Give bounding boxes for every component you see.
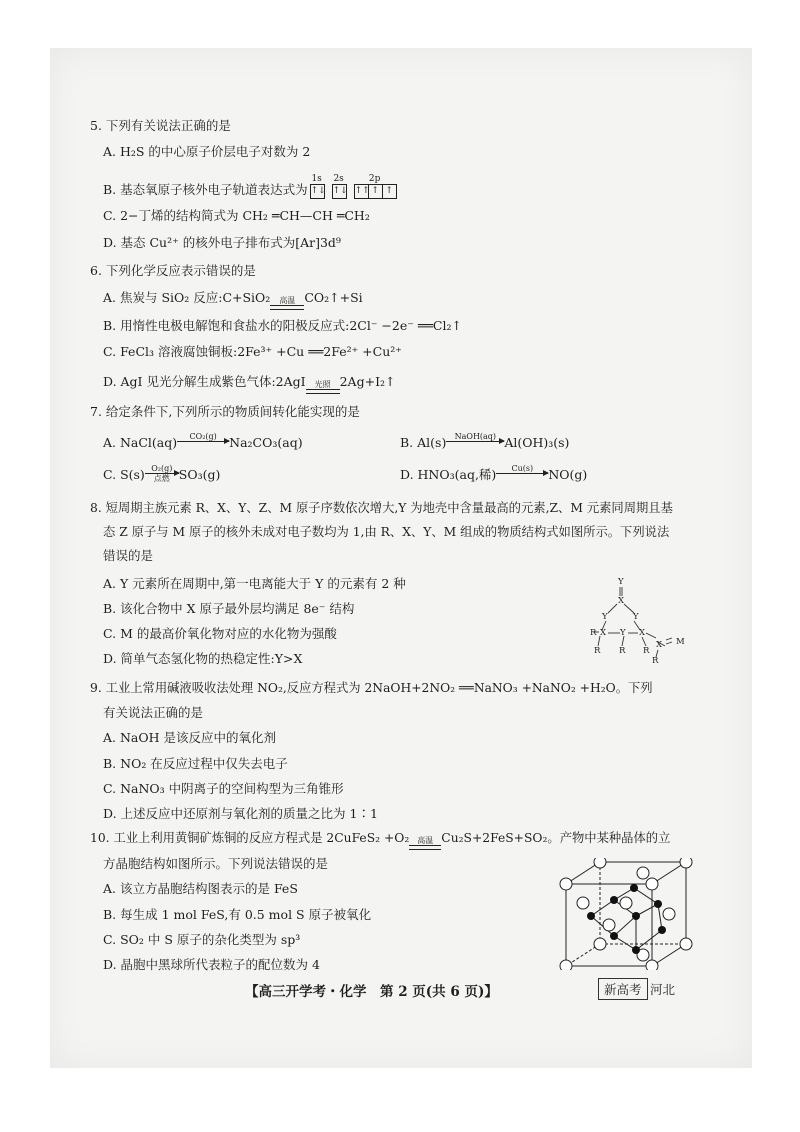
atom-m: M [676, 637, 685, 647]
q10-stem-reactants: 10. 工业上利用黄铜矿炼铜的反应方程式是 2CuFeS₂ +O₂ [90, 831, 410, 845]
q7-b-start: B. Al(s) [400, 435, 447, 450]
q6-a-products: CO₂↑+Si [304, 290, 363, 305]
orbital-label-2p: 2p [368, 173, 381, 184]
atom-y: Y [618, 577, 624, 587]
q8-stem-line3: 错误的是 [103, 548, 154, 563]
footer-badge: 新高考 [598, 978, 648, 1000]
q8-option-d: D. 简单气态氢化物的热稳定性:Y>X [103, 651, 303, 666]
q7-option-b [400, 432, 569, 451]
atom-y: Y [633, 612, 639, 622]
atom-r: R [590, 628, 597, 638]
q7-option-c [103, 464, 220, 483]
reaction-arrow [145, 464, 179, 483]
q10-stem-products: Cu₂S+2FeS+SO₂。产物中某种晶体的立 [441, 831, 671, 845]
q5-option-a: A. H₂S 的中心原子价层电子对数为 2 [103, 144, 311, 159]
q9-option-d: D. 上述反应中还原剂与氧化剂的质量之比为 1∶1 [103, 806, 378, 821]
q6-stem: 6. 下列化学反应表示错误的是 [90, 263, 256, 278]
q10-option-a: A. 该立方晶胞结构图表示的是 FeS [103, 881, 298, 896]
q7-stem: 7. 给定条件下,下列所示的物质间转化能实现的是 [90, 404, 360, 419]
atom-x: X [600, 628, 607, 638]
orbital-label-1s: 1s [311, 173, 322, 184]
q10-stem-line1 [90, 830, 670, 850]
q7-c-condition-bottom: 点燃 [153, 474, 170, 483]
page-footer-title: 【高三开学考・化学 第 2 页(共 6 页)】 [245, 984, 498, 1000]
q5-stem: 5. 下列有关说法正确的是 [90, 118, 231, 133]
q8-option-a: A. Y 元素所在周期中,第一电离能大于 Y 的元素有 2 种 [103, 576, 406, 591]
q7-b-condition: NaOH(aq) [454, 432, 497, 441]
q9-option-c: C. NaNO₃ 中阴离子的空间构型为三角锥形 [103, 781, 344, 796]
q7-b-end: Al(OH)₃(s) [504, 435, 570, 450]
q9-option-a: A. NaOH 是该反应中的氧化剂 [103, 730, 276, 745]
q7-option-a [103, 432, 303, 451]
reaction-arrow [446, 432, 504, 451]
q10-condition: 高温 [417, 836, 434, 845]
q8-stem-line1: 8. 短周期主族元素 R、X、Y、Z、M 原子序数依次增大,Y 为地壳中含量最高的元素,Z、M 元素同周期且基 [90, 501, 673, 515]
footer-region: 河北 [650, 982, 676, 997]
reaction-condition-equals [306, 380, 340, 394]
q6-d-reactants: D. AgI 见光分解生成紫色气体:2AgI [103, 374, 306, 389]
q6-option-b: B. 用惰性电极电解饱和食盐水的阳极反应式:2Cl⁻ −2e⁻ ══Cl₂↑ [103, 318, 462, 333]
q7-a-start: A. NaCl(aq) [103, 435, 178, 450]
q9-stem-line2: 有关说法正确的是 [103, 705, 204, 720]
cubic-unit-cell-diagram [556, 858, 696, 970]
q7-c-start: C. S(s) [103, 467, 145, 482]
atom-x: X [639, 628, 646, 638]
atom-y: Y [620, 628, 626, 638]
q7-d-start: D. HNO₃(aq,稀) [400, 467, 497, 482]
atom-r: R [643, 646, 650, 656]
q7-c-condition-top: O₂(g) [151, 464, 173, 473]
q9-option-b: B. NO₂ 在反应过程中仅失去电子 [103, 756, 288, 771]
q7-c-end: SO₃(g) [178, 467, 221, 482]
molecular-structure-diagram [590, 572, 700, 664]
q7-option-d [400, 464, 587, 483]
reaction-condition-equals [270, 296, 304, 310]
q10-option-d: D. 晶胞中黑球所代表粒子的配位数为 4 [103, 957, 320, 972]
q6-option-c: C. FeCl₃ 溶液腐蚀铜板:2Fe³⁺ +Cu ══2Fe²⁺ +Cu²⁺ [103, 344, 402, 359]
orbital-label-2s: 2s [333, 173, 344, 184]
q6-a-condition: 高温 [279, 296, 296, 305]
q7-a-end: Na₂CO₃(aq) [229, 435, 303, 450]
reaction-condition-equals [409, 836, 441, 850]
q5-option-c: C. 2−丁烯的结构简式为 CH₂ ═CH—CH ═CH₂ [103, 208, 370, 223]
orbital-diagram: 1s ↑↓ 2s ↑↓ 2p ↑↑ ↑ ↑ [310, 183, 400, 199]
q7-a-condition: CO₂(g) [189, 432, 217, 441]
q8-option-c: C. M 的最高价氧化物对应的水化物为强酸 [103, 626, 337, 641]
atom-r: R [652, 656, 659, 664]
q6-d-products: 2Ag+I₂↑ [339, 374, 396, 389]
q5-option-b [103, 173, 400, 199]
q6-option-a [103, 290, 363, 310]
atom-x: X [656, 640, 663, 650]
atom-y: Y [602, 612, 608, 622]
atom-r: R [619, 646, 626, 656]
q5-option-b-text: B. 基态氧原子核外电子轨道表达式为 [103, 182, 308, 197]
q10-option-c: C. SO₂ 中 S 原子的杂化类型为 sp³ [103, 932, 301, 947]
reaction-arrow [496, 464, 548, 483]
atom-r: R [594, 646, 601, 656]
q8-stem-line2: 态 Z 原子与 M 原子的核外未成对电子数均为 1,由 R、X、Y、M 组成的物质结构式如图所示。下列说法 [103, 525, 670, 539]
q6-option-d [103, 374, 396, 394]
q8-option-b: B. 该化合物中 X 原子最外层均满足 8e⁻ 结构 [103, 601, 355, 616]
q9-stem-line1: 9. 工业上常用碱液吸收法处理 NO₂,反应方程式为 2NaOH+2NO₂ ══NaNO₃ +NaNO₂ +H₂O。下列 [90, 681, 653, 695]
q6-d-condition: 光照 [314, 380, 331, 389]
reaction-arrow [177, 432, 229, 451]
q7-d-condition: Cu(s) [511, 464, 534, 473]
q10-stem-line2: 方晶胞结构如图所示。下列说法错误的是 [103, 856, 329, 871]
atom-x: X [618, 596, 625, 606]
q6-a-reactants: A. 焦炭与 SiO₂ 反应:C+SiO₂ [103, 290, 271, 305]
q5-option-d: D. 基态 Cu²⁺ 的核外电子排布式为[Ar]3d⁹ [103, 235, 341, 250]
q7-d-end: NO(g) [548, 467, 588, 482]
q10-option-b: B. 每生成 1 mol FeS,有 0.5 mol S 原子被氧化 [103, 907, 372, 922]
